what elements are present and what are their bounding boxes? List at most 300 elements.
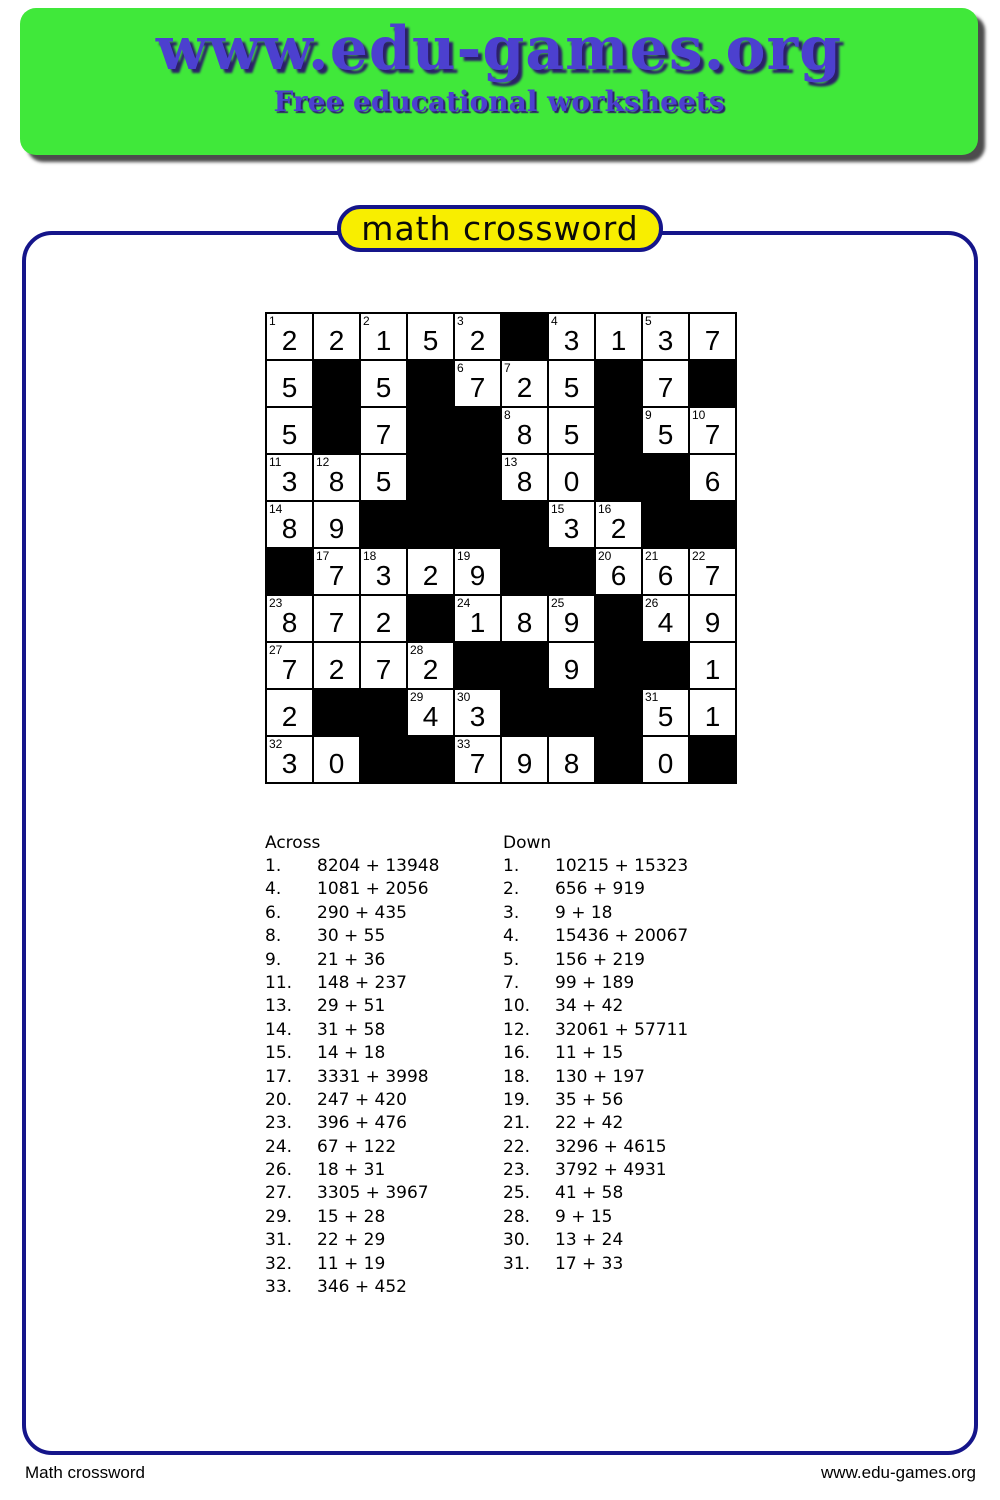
clue-item [503, 1112, 688, 1135]
grid-cell[interactable] [313, 642, 360, 689]
cell-value: 5 [657, 701, 674, 732]
grid-cell[interactable] [313, 595, 360, 642]
grid-cell[interactable] [689, 454, 736, 501]
grid-cell[interactable] [266, 313, 313, 360]
clue-number: 23. [503, 1160, 531, 1181]
grid-cell-black [360, 501, 407, 548]
site-tagline: Free educational worksheets [273, 85, 725, 118]
clue-item [265, 1206, 439, 1229]
cell-value: 9 [469, 560, 486, 591]
cell-value: 4 [657, 607, 674, 638]
clue-number: 5. [503, 949, 520, 970]
clue-item [503, 855, 688, 878]
grid-cell[interactable] [595, 501, 642, 548]
cell-value: 8 [516, 607, 533, 638]
grid-cell[interactable] [595, 548, 642, 595]
grid-cell[interactable] [548, 501, 595, 548]
clue-item [503, 949, 688, 972]
grid-cell[interactable] [548, 642, 595, 689]
clue-number: 4. [265, 879, 282, 900]
clue-expression: 10215 + 15323 [555, 856, 689, 876]
cell-value: 0 [657, 748, 674, 779]
site-header [20, 8, 978, 155]
cell-value: 7 [704, 419, 721, 450]
down-label: Down [503, 833, 552, 853]
clue-expression: 8204 + 13948 [317, 856, 440, 876]
clue-number: 19. [503, 1089, 531, 1110]
cell-clue-number: 9 [645, 408, 652, 422]
cell-clue-number: 22 [692, 549, 706, 563]
cell-clue-number: 30 [457, 690, 471, 704]
cell-clue-number: 27 [269, 643, 283, 657]
clue-expression: 1081 + 2056 [317, 879, 429, 900]
cell-value: 6 [657, 560, 674, 591]
cell-value: 9 [563, 607, 580, 638]
clue-expression: 656 + 919 [555, 879, 645, 900]
clue-expression: 290 + 435 [317, 902, 407, 923]
cell-value: 7 [375, 654, 392, 685]
clue-expression: 35 + 56 [555, 1089, 624, 1110]
grid-cell[interactable] [454, 689, 501, 736]
grid-cell[interactable] [313, 548, 360, 595]
clue-item [503, 1206, 688, 1229]
cell-value: 5 [657, 419, 674, 450]
clue-expression: 22 + 29 [317, 1230, 386, 1251]
cell-clue-number: 14 [269, 502, 283, 516]
cell-value: 7 [375, 419, 392, 450]
clue-item [503, 902, 688, 925]
grid-cell-black [454, 642, 501, 689]
clue-number: 14. [265, 1019, 293, 1040]
clue-item [265, 1019, 439, 1042]
grid-cell-black [407, 454, 454, 501]
clue-item [503, 1159, 688, 1182]
clue-item [503, 925, 688, 948]
cell-clue-number: 7 [504, 361, 511, 375]
cell-value: 5 [375, 372, 392, 403]
cell-clue-number: 28 [410, 643, 424, 657]
grid-cell[interactable] [501, 407, 548, 454]
grid-row [266, 454, 736, 501]
clue-item [503, 1182, 688, 1205]
across-label: Across [265, 833, 321, 853]
grid-cell-black [313, 407, 360, 454]
grid-cell[interactable] [689, 595, 736, 642]
grid-cell[interactable] [407, 313, 454, 360]
clue-item [265, 1136, 439, 1159]
grid-cell-black [595, 642, 642, 689]
cell-clue-number: 20 [598, 549, 612, 563]
grid-cell[interactable] [548, 313, 595, 360]
clue-expression: 22 + 42 [555, 1113, 624, 1134]
cell-clue-number: 23 [269, 596, 283, 610]
cell-value: 6 [610, 560, 627, 591]
grid-row [266, 548, 736, 595]
cell-clue-number: 31 [645, 690, 659, 704]
grid-cell-black [407, 501, 454, 548]
cell-value: 2 [422, 654, 439, 685]
clue-number: 2. [503, 879, 520, 900]
cell-clue-number: 3 [457, 314, 464, 328]
crossword-grid [265, 312, 737, 784]
grid-cell[interactable] [360, 595, 407, 642]
clue-expression: 9 + 18 [555, 902, 613, 923]
grid-cell[interactable] [642, 407, 689, 454]
cell-value: 9 [328, 513, 345, 544]
grid-cell[interactable] [595, 313, 642, 360]
cell-value: 0 [328, 748, 345, 779]
grid-cell-black [595, 689, 642, 736]
clue-expression: 130 + 197 [555, 1066, 645, 1087]
clue-number: 28. [503, 1206, 531, 1227]
clue-number: 22. [503, 1136, 531, 1157]
cell-value: 2 [469, 325, 486, 356]
grid-cell[interactable] [454, 548, 501, 595]
cell-value: 5 [563, 372, 580, 403]
cell-value: 2 [422, 560, 439, 591]
grid-cell-black [501, 501, 548, 548]
across-clues [265, 832, 439, 1299]
grid-cell[interactable] [313, 501, 360, 548]
grid-cell[interactable] [266, 407, 313, 454]
clue-expression: 148 + 237 [317, 972, 407, 993]
grid-cell-black [595, 595, 642, 642]
clue-number: 21. [503, 1113, 531, 1134]
grid-cell[interactable] [501, 595, 548, 642]
grid-cell-black [642, 501, 689, 548]
clue-expression: 346 + 452 [317, 1277, 407, 1298]
down-clue-list [503, 855, 688, 1276]
clue-item [265, 902, 439, 925]
footer-worksheet-name: Math crossword [25, 1463, 145, 1482]
grid-cell-black [642, 642, 689, 689]
grid-cell-black [689, 736, 736, 783]
clue-item [503, 1019, 688, 1042]
grid-row [266, 313, 736, 360]
cell-value: 8 [328, 466, 345, 497]
worksheet-title: math crossword [361, 209, 639, 248]
cell-clue-number: 1 [269, 314, 276, 328]
grid-cell[interactable] [548, 736, 595, 783]
grid-cell[interactable] [407, 689, 454, 736]
clue-number: 31. [503, 1253, 531, 1274]
clue-number: 25. [503, 1183, 531, 1204]
across-clue-list [265, 855, 439, 1299]
grid-cell[interactable] [689, 313, 736, 360]
clue-item [265, 972, 439, 995]
grid-cell-black [548, 548, 595, 595]
clue-expression: 99 + 189 [555, 972, 635, 993]
cell-value: 5 [422, 325, 439, 356]
clue-expression: 67 + 122 [317, 1136, 397, 1157]
cell-value: 2 [610, 513, 627, 544]
worksheet-title-pill [337, 205, 663, 252]
cell-value: 7 [469, 372, 486, 403]
cell-clue-number: 33 [457, 737, 471, 751]
clue-number: 4. [503, 926, 520, 947]
clue-expression: 156 + 219 [555, 949, 645, 970]
clue-number: 6. [265, 902, 282, 923]
crossword-grid-body [266, 313, 736, 783]
clue-item [265, 949, 439, 972]
grid-cell-black [548, 689, 595, 736]
clue-expression: 396 + 476 [317, 1113, 407, 1134]
clue-number: 7. [503, 972, 520, 993]
clue-number: 8. [265, 926, 282, 947]
cell-value: 2 [516, 372, 533, 403]
cell-clue-number: 15 [551, 502, 565, 516]
grid-cell[interactable] [360, 454, 407, 501]
grid-cell[interactable] [642, 313, 689, 360]
grid-cell[interactable] [360, 642, 407, 689]
cell-value: 1 [610, 325, 627, 356]
cell-value: 1 [375, 325, 392, 356]
clue-item [503, 972, 688, 995]
grid-cell[interactable] [454, 313, 501, 360]
clue-number: 26. [265, 1160, 293, 1181]
grid-row [266, 642, 736, 689]
cell-clue-number: 26 [645, 596, 659, 610]
clue-expression: 41 + 58 [555, 1183, 624, 1204]
cell-clue-number: 21 [645, 549, 659, 563]
clue-number: 20. [265, 1089, 293, 1110]
grid-cell[interactable] [501, 736, 548, 783]
grid-cell[interactable] [313, 313, 360, 360]
cell-value: 8 [281, 513, 298, 544]
grid-cell[interactable] [689, 548, 736, 595]
cell-clue-number: 4 [551, 314, 558, 328]
grid-cell-black [407, 595, 454, 642]
grid-cell[interactable] [360, 360, 407, 407]
cell-value: 7 [469, 748, 486, 779]
clue-number: 30. [503, 1230, 531, 1251]
grid-cell[interactable] [689, 642, 736, 689]
clue-item [265, 1276, 439, 1299]
grid-cell[interactable] [266, 501, 313, 548]
cell-value: 2 [328, 654, 345, 685]
grid-cell[interactable] [642, 689, 689, 736]
clue-expression: 30 + 55 [317, 926, 386, 947]
cell-clue-number: 13 [504, 455, 518, 469]
clue-item [503, 995, 688, 1018]
cell-value: 4 [422, 701, 439, 732]
clue-item [265, 1066, 439, 1089]
grid-cell[interactable] [689, 689, 736, 736]
clue-number: 17. [265, 1066, 293, 1087]
clue-item [265, 1182, 439, 1205]
clue-number: 13. [265, 996, 293, 1017]
cell-value: 3 [281, 466, 298, 497]
grid-cell-black [407, 407, 454, 454]
clue-expression: 247 + 420 [317, 1089, 407, 1110]
cell-clue-number: 16 [598, 502, 612, 516]
grid-cell[interactable] [642, 548, 689, 595]
clue-expression: 11 + 15 [555, 1043, 624, 1064]
clue-item [265, 1112, 439, 1135]
clue-number: 12. [503, 1019, 531, 1040]
clue-number: 24. [265, 1136, 293, 1157]
clue-number: 1. [265, 856, 282, 876]
cell-value: 1 [704, 701, 721, 732]
clue-number: 11. [265, 972, 293, 993]
grid-cell-black [501, 313, 548, 360]
clue-expression: 31 + 58 [317, 1019, 386, 1040]
grid-cell-black [595, 360, 642, 407]
grid-cell[interactable] [689, 407, 736, 454]
grid-cell[interactable] [454, 595, 501, 642]
clue-item [265, 1229, 439, 1252]
grid-cell[interactable] [360, 407, 407, 454]
grid-cell[interactable] [407, 642, 454, 689]
clue-item [265, 1253, 439, 1276]
grid-cell[interactable] [313, 454, 360, 501]
cell-value: 1 [469, 607, 486, 638]
clue-number: 31. [265, 1230, 293, 1251]
grid-cell[interactable] [548, 454, 595, 501]
clue-number: 16. [503, 1043, 531, 1064]
clue-item [503, 878, 688, 901]
grid-cell-black [501, 689, 548, 736]
grid-cell-black [501, 548, 548, 595]
grid-row [266, 407, 736, 454]
grid-cell-black [595, 736, 642, 783]
cell-clue-number: 24 [457, 596, 471, 610]
clue-expression: 14 + 18 [317, 1043, 386, 1064]
grid-cell[interactable] [642, 595, 689, 642]
cell-clue-number: 10 [692, 408, 706, 422]
clue-expression: 3792 + 4931 [555, 1160, 667, 1181]
cell-value: 8 [516, 419, 533, 450]
clue-number: 33. [265, 1277, 293, 1298]
clue-number: 29. [265, 1206, 293, 1227]
grid-cell[interactable] [360, 548, 407, 595]
grid-cell-black [595, 454, 642, 501]
grid-cell-black [642, 454, 689, 501]
grid-cell[interactable] [548, 595, 595, 642]
grid-cell[interactable] [642, 360, 689, 407]
cell-value: 5 [281, 419, 298, 450]
grid-cell-black [454, 501, 501, 548]
grid-cell[interactable] [266, 595, 313, 642]
clue-number: 27. [265, 1183, 293, 1204]
clue-expression: 21 + 36 [317, 949, 386, 970]
grid-cell-black [407, 736, 454, 783]
cell-value: 2 [328, 325, 345, 356]
grid-cell[interactable] [548, 407, 595, 454]
grid-cell[interactable] [360, 313, 407, 360]
cell-value: 7 [704, 325, 721, 356]
cell-value: 5 [563, 419, 580, 450]
grid-cell[interactable] [266, 642, 313, 689]
cell-value: 7 [328, 560, 345, 591]
clue-item [503, 1253, 688, 1276]
cell-value: 2 [375, 607, 392, 638]
cell-value: 3 [469, 701, 486, 732]
grid-cell[interactable] [642, 736, 689, 783]
clue-number: 3. [503, 902, 520, 923]
clue-expression: 13 + 24 [555, 1230, 624, 1251]
grid-cell[interactable] [266, 736, 313, 783]
cell-value: 8 [516, 466, 533, 497]
clue-expression: 3296 + 4615 [555, 1136, 667, 1157]
clue-item [265, 878, 439, 901]
cell-value: 7 [704, 560, 721, 591]
cell-value: 7 [328, 607, 345, 638]
grid-cell[interactable] [454, 736, 501, 783]
cell-value: 9 [704, 607, 721, 638]
clue-item [265, 995, 439, 1018]
grid-cell[interactable] [501, 454, 548, 501]
clue-number: 9. [265, 949, 282, 970]
grid-cell-black [501, 642, 548, 689]
clue-expression: 15436 + 20067 [555, 926, 689, 947]
cell-clue-number: 12 [316, 455, 330, 469]
clue-item [503, 1089, 688, 1112]
clue-item [265, 1042, 439, 1065]
clue-expression: 32061 + 57711 [555, 1019, 689, 1040]
clue-item [265, 1089, 439, 1112]
clue-item [265, 855, 439, 878]
grid-cell[interactable] [501, 360, 548, 407]
grid-row [266, 736, 736, 783]
cell-value: 3 [563, 513, 580, 544]
cell-clue-number: 6 [457, 361, 464, 375]
grid-cell-black [313, 360, 360, 407]
grid-cell-black [689, 360, 736, 407]
clue-expression: 9 + 15 [555, 1206, 613, 1227]
clue-item [265, 925, 439, 948]
grid-cell-black [266, 548, 313, 595]
grid-cell[interactable] [266, 689, 313, 736]
clue-item [265, 1159, 439, 1182]
cell-value: 3 [563, 325, 580, 356]
cell-value: 2 [281, 325, 298, 356]
grid-cell[interactable] [407, 548, 454, 595]
cell-clue-number: 2 [363, 314, 370, 328]
grid-cell[interactable] [266, 360, 313, 407]
clue-expression: 34 + 42 [555, 996, 624, 1017]
cell-clue-number: 11 [269, 455, 282, 469]
grid-cell-black [313, 689, 360, 736]
clue-expression: 3305 + 3967 [317, 1183, 429, 1204]
down-clues [503, 832, 688, 1276]
cell-value: 1 [704, 654, 721, 685]
clue-item [503, 1136, 688, 1159]
cell-value: 9 [516, 748, 533, 779]
cell-value: 2 [281, 701, 298, 732]
grid-cell-black [360, 689, 407, 736]
cell-clue-number: 19 [457, 549, 471, 563]
clue-expression: 18 + 31 [317, 1160, 386, 1181]
grid-row [266, 360, 736, 407]
clue-item [503, 1066, 688, 1089]
grid-cell[interactable] [454, 360, 501, 407]
clue-number: 10. [503, 996, 531, 1017]
grid-cell[interactable] [313, 736, 360, 783]
cell-clue-number: 5 [645, 314, 652, 328]
cell-value: 3 [281, 748, 298, 779]
grid-cell[interactable] [548, 360, 595, 407]
clue-expression: 17 + 33 [555, 1253, 624, 1274]
grid-cell[interactable] [266, 454, 313, 501]
site-title: www.edu-games.org [155, 14, 843, 84]
grid-cell-black [407, 360, 454, 407]
clue-number: 18. [503, 1066, 531, 1087]
cell-value: 3 [657, 325, 674, 356]
cell-clue-number: 8 [504, 408, 511, 422]
cell-value: 0 [563, 466, 580, 497]
grid-row [266, 595, 736, 642]
